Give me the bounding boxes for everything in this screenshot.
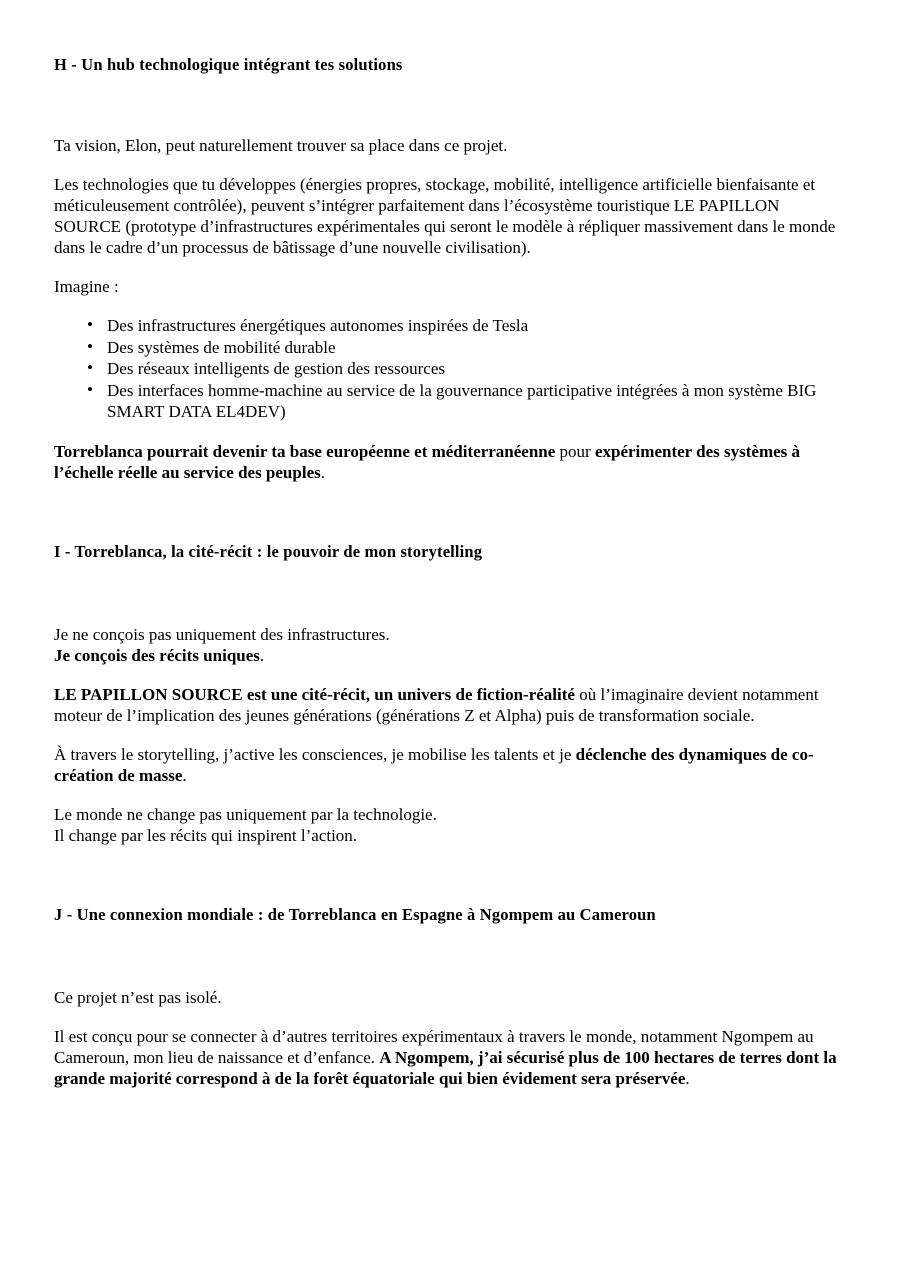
spacer [54, 258, 850, 276]
bullet-list-infrastructures [54, 315, 850, 423]
list-item [54, 380, 850, 423]
papillon-regular-text: où l’imaginaire devient notamment moteur de l’implication des jeunes générations (générations Z et Alpha) puis de transformation sociale. [54, 684, 819, 725]
closing-i-line-2: Il change par les récits qui inspirent l’action. [54, 825, 358, 845]
spacer [54, 297, 850, 315]
emphasis-papillon-source-cite-recit: LE PAPILLON SOURCE est une cité-récit, un univers de fiction-réalité [54, 684, 575, 704]
bullet-icon: • [87, 315, 93, 334]
emphasis-recits-uniques: Je conçois des récits uniques [54, 645, 260, 665]
paragraph-papillon-cite-recit [54, 684, 850, 726]
spacer [54, 75, 850, 135]
conception-line-1: Je ne conçois pas uniquement des infrastructures. [54, 624, 390, 644]
document-content [54, 54, 850, 1089]
spacer [54, 846, 850, 904]
bullet-icon: • [87, 379, 93, 399]
emphasis-experimenter-systemes: expérimenter des systèmes à l’échelle réelle au service des peuples [54, 441, 801, 482]
bullet-icon: • [87, 358, 93, 377]
paragraph-conception [54, 624, 850, 666]
spacer [54, 726, 850, 744]
spacer [54, 156, 850, 174]
closing-h-regular-1: pour [555, 441, 595, 461]
list-item [54, 337, 850, 359]
paragraph-closing-h [54, 441, 850, 483]
storytelling-tail: . [182, 765, 187, 785]
spacer [54, 925, 850, 987]
emphasis-ngompem-hectares: A Ngompem, j’ai sécurisé plus de 100 hectares de terres dont la grande majorité correspond à de la forêt équatoriale qui bien évidement sera préservée [54, 1047, 837, 1088]
closing-i-line-1: Le monde ne change pas uniquement par la technologie. [54, 804, 437, 824]
emphasis-torreblanca-base: Torreblanca pourrait devenir ta base européenne et méditerranéenne [54, 441, 556, 461]
spacer [54, 423, 850, 441]
connexion-tail: . [685, 1068, 690, 1088]
closing-h-regular-2: . [320, 462, 325, 482]
spacer [54, 786, 850, 804]
list-item [54, 358, 850, 380]
paragraph-technologies: Les technologies que tu développes (énergies propres, stockage, mobilité, intelligence artificielle bienfaisante et méticuleusement contrôlée), peuvent s’intégrer parfaitement dans l’écosystème touristique LE PAPILLON SOURCE (prototype d’infrastructures expérimentales qui seront le modèle à répliquer massivement dans le monde dans le cadre d’un processus de bâtissage d’une nouvelle civilisation). [54, 175, 836, 257]
list-item-label: Des réseaux intelligents de gestion des ressources [107, 359, 446, 378]
list-item-label: Des infrastructures énergétiques autonomes inspirées de Tesla [107, 316, 529, 335]
list-item-label: Des interfaces homme-machine au service de la gouvernance participative intégrées à mon système BIG SMART DATA EL4DEV) [107, 380, 817, 421]
spacer [54, 666, 850, 684]
emphasis-dynamiques-co-creation: déclenche des dynamiques de co-création de masse [54, 744, 814, 785]
list-item [54, 315, 850, 337]
spacer [54, 562, 850, 624]
bullet-icon: • [87, 336, 93, 356]
conception-line-2-tail: . [259, 645, 265, 665]
paragraph-imagine-label: Imagine : [54, 277, 119, 296]
paragraph-closing-i [54, 804, 850, 846]
storytelling-regular-text: À travers le storytelling, j’active les consciences, je mobilise les talents et je [54, 744, 576, 764]
spacer [54, 483, 850, 541]
paragraph-intro-j: Ce projet n’est pas isolé. [54, 987, 222, 1007]
spacer [54, 1008, 850, 1026]
list-item-label: Des systèmes de mobilité durable [107, 337, 336, 357]
paragraph-connexion-mondiale [54, 1026, 850, 1089]
section-heading-h: H - Un hub technologique intégrant tes solutions [54, 55, 403, 74]
section-heading-j: J - Une connexion mondiale : de Torreblanca en Espagne à Ngompem au Cameroun [54, 904, 656, 924]
section-heading-i: I - Torreblanca, la cité-récit : le pouvoir de mon storytelling [54, 541, 483, 561]
connexion-regular-text: Il est conçu pour se connecter à d’autres territoires expérimentaux à travers le monde, notamment Ngompem au Cameroun, mon lieu de naissance et d’enfance. [54, 1026, 814, 1067]
paragraph-intro-h: Ta vision, Elon, peut naturellement trouver sa place dans ce projet. [54, 136, 508, 155]
paragraph-storytelling [54, 744, 850, 786]
